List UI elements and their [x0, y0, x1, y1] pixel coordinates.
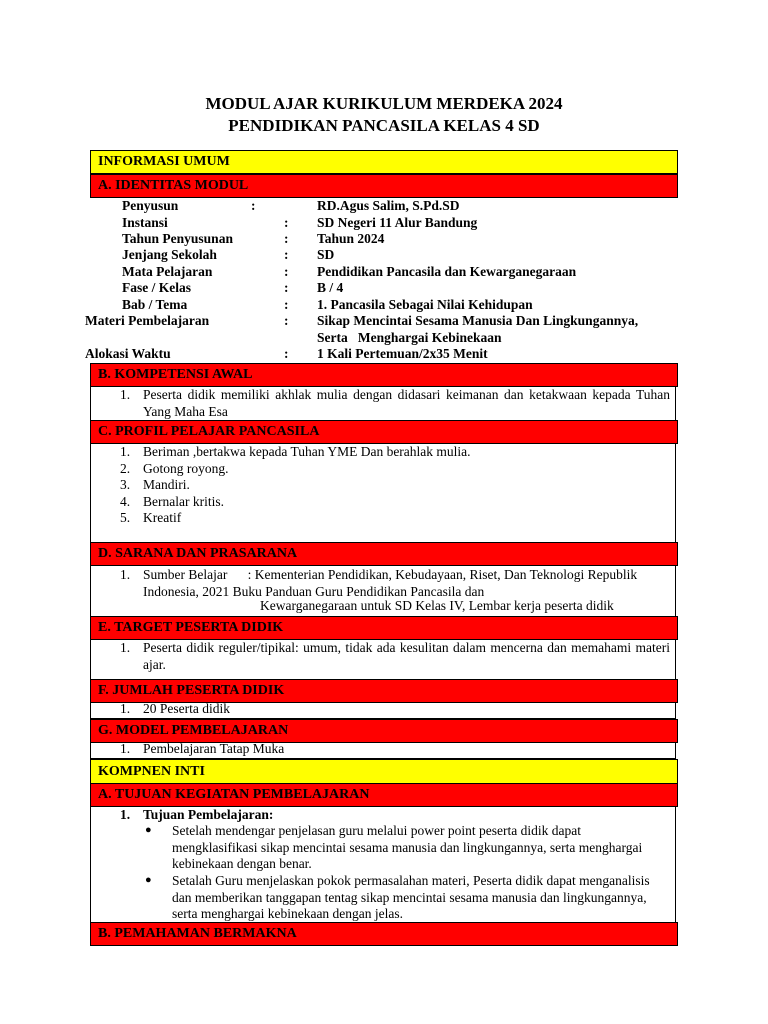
kompetensi-item-line: Peserta didik memiliki akhlak mulia dengan didasari keimanan dan ketakwaan kepada Tuhan: [143, 387, 670, 402]
identitas-value: B / 4: [317, 280, 344, 295]
identitas-colon: :: [251, 198, 256, 213]
identitas-label: Penyusun: [122, 198, 179, 213]
target-line: Peserta didik reguler/tipikal: umum, tidak ada kesulitan dalam mencerna dan memahami materi: [143, 640, 670, 655]
identitas-value: Tahun 2024: [317, 231, 385, 246]
sarana-line: Indonesia, 2021 Buku Panduan Guru Pendidikan Pancasila dan: [143, 583, 485, 599]
list-number: 1.: [120, 701, 131, 716]
identitas-colon: :: [284, 214, 289, 230]
list-item: Mandiri.: [143, 477, 190, 492]
section-model-pembelajaran: G. MODEL PEMBELAJARAN: [90, 719, 678, 743]
identitas-colon: :: [284, 280, 289, 295]
identitas-value: SD: [317, 247, 335, 262]
kompetensi-item-line: Yang Maha Esa: [143, 403, 228, 419]
identitas-label: Jenjang Sekolah: [122, 247, 217, 262]
identitas-label: Mata Pelajaran: [122, 263, 213, 279]
sarana-line: Kewarganegaraan untuk SD Kelas IV, Lembar kerja peserta didik: [260, 598, 614, 613]
identitas-colon: :: [284, 346, 289, 361]
jumlah-item: 20 Peserta didik: [143, 701, 230, 716]
tujuan-bullet-line: mengklasifikasi sikap mencintai sesama manusia dan lingkungannya, serta menghargai: [172, 839, 643, 855]
tujuan-bullet-line: Setalah Guru menjelaskan pokok permasalahan materi, Peserta didik dapat menganalisis: [172, 873, 650, 888]
tujuan-subheading: Tujuan Pembelajaran:: [143, 807, 274, 822]
tujuan-bullet-line: Setelah mendengar penjelasan guru melalui power point peserta didik dapat: [172, 823, 581, 838]
list-number: 1.: [120, 640, 131, 655]
list-item: Gotong royong.: [143, 460, 229, 476]
section-tujuan-kegiatan: A. TUJUAN KEGIATAN PEMBELAJARAN: [90, 783, 678, 807]
section-profil-pelajar-pancasila: C. PROFIL PELAJAR PANCASILA: [90, 420, 678, 444]
identitas-value: Pendidikan Pancasila dan Kewarganegaraan: [317, 263, 577, 279]
identitas-label: Instansi: [122, 214, 168, 230]
identitas-value: Serta Menghargai Kebinekaan: [317, 329, 502, 345]
identitas-label: Bab / Tema: [122, 296, 188, 312]
sarana-line: Sumber Belajar : Kementerian Pendidikan, Kebudayaan, Riset, Dan Teknologi Republik: [143, 567, 638, 582]
list-number: 5.: [120, 510, 131, 525]
section-komponen-inti: KOMPNEN INTI: [90, 759, 678, 784]
tujuan-bullet-line: kebinekaan dengan benar.: [172, 856, 312, 871]
list-number: 1.: [120, 741, 131, 756]
section-jumlah-peserta-didik: F. JUMLAH PESERTA DIDIK: [90, 679, 678, 703]
identitas-label: Fase / Kelas: [122, 280, 191, 295]
section-pemahaman-bermakna: B. PEMAHAMAN BERMAKNA: [90, 922, 678, 946]
identitas-colon: :: [284, 231, 289, 246]
bullet-icon: ●: [145, 824, 152, 836]
identitas-value: 1 Kali Pertemuan/2x35 Menit: [317, 346, 488, 361]
title-line-2: PENDIDIKAN PANCASILA KELAS 4 SD: [228, 116, 540, 135]
identitas-colon: :: [284, 263, 289, 279]
list-number: 1.: [120, 807, 131, 822]
list-item: Beriman ,bertakwa kepada Tuhan YME Dan berahlak mulia.: [143, 444, 471, 459]
list-number: 1.: [120, 387, 131, 402]
identitas-label: Alokasi Waktu: [85, 346, 171, 361]
identitas-value: 1. Pancasila Sebagai Nilai Kehidupan: [317, 296, 533, 312]
document-title: [0, 93, 768, 137]
identitas-colon: :: [284, 247, 289, 262]
bullet-icon: ●: [145, 874, 152, 886]
list-number: 1.: [120, 444, 131, 459]
list-number: 3.: [120, 477, 131, 492]
list-number: 1.: [120, 567, 131, 582]
list-item: Bernalar kritis.: [143, 493, 224, 509]
identitas-colon: :: [284, 313, 289, 328]
section-identitas-modul: A. IDENTITAS MODUL: [90, 174, 678, 198]
title-line-1: MODUL AJAR KURIKULUM MERDEKA 2024: [205, 94, 563, 113]
list-number: 2.: [120, 460, 131, 476]
identitas-value: SD Negeri 11 Alur Bandung: [317, 214, 478, 230]
section-target-peserta-didik: E. TARGET PESERTA DIDIK: [90, 616, 678, 640]
model-item: Pembelajaran Tatap Muka: [143, 741, 285, 756]
section-kompetensi-awal: B. KOMPETENSI AWAL: [90, 363, 678, 387]
tujuan-bullet-line: dan memberikan tanggapan tentag sikap mencintai sesama manusia dan lingkungannya,: [172, 889, 647, 905]
identitas-value: Sikap Mencintai Sesama Manusia Dan Lingkungannya,: [317, 313, 639, 328]
identitas-label: Tahun Penyusunan: [122, 231, 233, 246]
tujuan-bullet-line: serta menghargai kebinekaan dengan jelas.: [172, 906, 404, 921]
list-item: Kreatif: [143, 510, 182, 525]
identitas-colon: :: [284, 296, 289, 312]
section-sarana-prasarana: D. SARANA DAN PRASARANA: [90, 542, 678, 566]
target-line: ajar.: [143, 656, 166, 672]
section-informasi-umum: INFORMASI UMUM: [90, 150, 678, 174]
list-number: 4.: [120, 493, 131, 509]
identitas-label: Materi Pembelajaran: [85, 313, 210, 328]
identitas-value: RD.Agus Salim, S.Pd.SD: [317, 198, 460, 213]
